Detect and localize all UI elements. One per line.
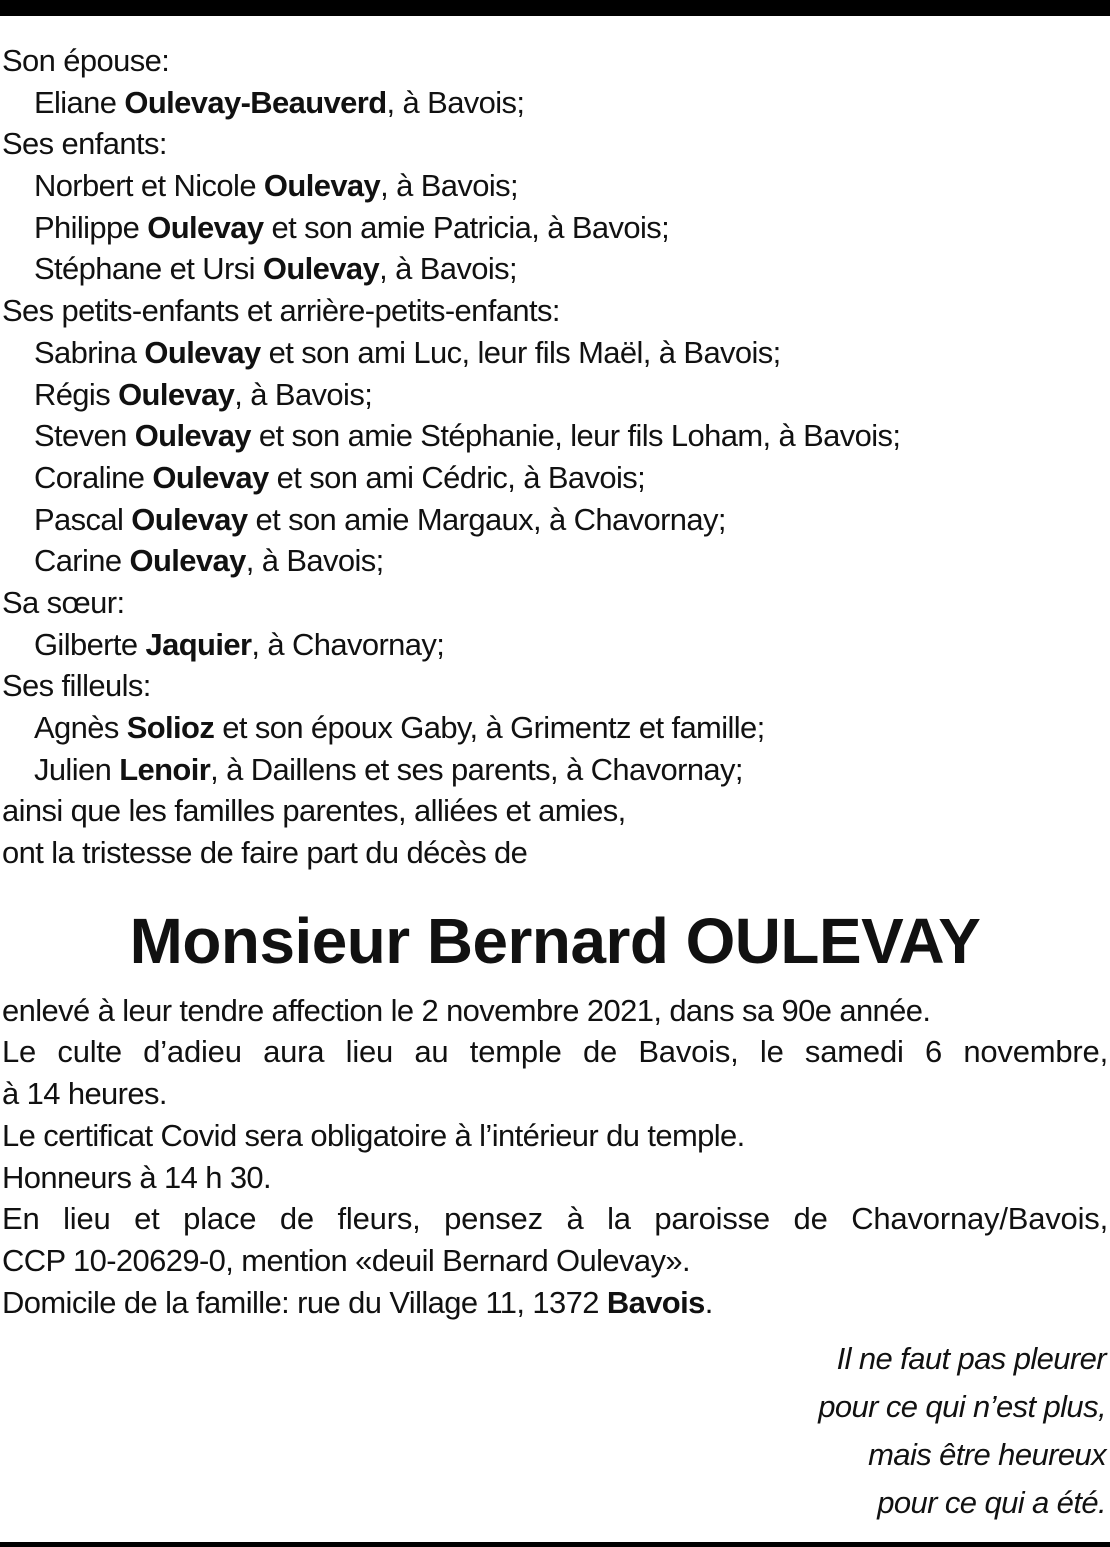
grandchild-entry: Carine Oulevay, à Bavois; <box>33 543 384 579</box>
grandchildren-heading: Ses petits-enfants et arrière-petits-enfants: <box>2 293 560 329</box>
child-entry: Stéphane et Ursi Oulevay, à Bavois; <box>33 251 517 287</box>
poem-line: pour ce qui a été. <box>877 1485 1106 1521</box>
spouse-entry: Eliane Oulevay-Beauverd, à Bavois; <box>33 84 525 120</box>
detail-line: à 14 heures. <box>2 1076 167 1112</box>
sister-heading: Sa sœur: <box>2 584 125 620</box>
detail-line: Le certificat Covid sera obligatoire à l’intérieur du temple. <box>2 1117 745 1153</box>
detail-line: enlevé à leur tendre affection le 2 novembre 2021, dans sa 90e année. <box>2 992 931 1028</box>
grandchild-entry: Pascal Oulevay et son amie Margaux, à Chavornay; <box>33 501 726 537</box>
grandchild-entry: Régis Oulevay, à Bavois; <box>33 376 373 412</box>
closing-line: ont la tristesse de faire part du décès de <box>2 835 528 871</box>
sister-entry: Gilberte Jaquier, à Chavornay; <box>33 626 445 662</box>
godchild-entry: Agnès Solioz et son époux Gaby, à Grimentz et famille; <box>33 710 765 745</box>
godchildren-heading: Ses filleuls: <box>2 668 151 704</box>
poem-line: pour ce qui n’est plus, <box>818 1389 1106 1425</box>
closing-poem <box>2 1335 1108 1527</box>
child-entry: Norbert et Nicole Oulevay, à Bavois; <box>33 168 519 204</box>
death-notice <box>2 40 1108 1527</box>
grandchild-entry: Steven Oulevay et son amie Stéphanie, leur fils Loham, à Bavois; <box>33 418 901 454</box>
grandchild-entry: Coraline Oulevay et son ami Cédric, à Bavois; <box>33 459 646 495</box>
detail-line: Le culte d’adieu aura lieu au temple de Bavois, le samedi 6 novembre, <box>2 1034 1108 1070</box>
poem-line: mais être heureux <box>868 1437 1106 1473</box>
closing-line: ainsi que les familles parentes, alliées et amies, <box>2 793 626 829</box>
detail-line: En lieu et place de fleurs, pensez à la paroisse de Chavornay/Bavois, <box>2 1201 1108 1237</box>
top-rule <box>0 0 1110 16</box>
child-entry: Philippe Oulevay et son amie Patricia, à Bavois; <box>33 209 670 245</box>
children-heading: Ses enfants: <box>2 126 167 162</box>
detail-line: CCP 10-20629-0, mention «deuil Bernard Oulevay». <box>2 1242 690 1278</box>
grandchild-entry: Sabrina Oulevay et son ami Luc, leur fils Maël, à Bavois; <box>33 334 781 370</box>
detail-line: Honneurs à 14 h 30. <box>2 1159 272 1195</box>
poem-line: Il ne faut pas pleurer <box>836 1341 1106 1377</box>
spouse-heading: Son épouse: <box>2 43 170 78</box>
family-address: Domicile de la famille: rue du Village 11, 1372 Bavois. <box>2 1284 713 1320</box>
godchild-entry: Julien Lenoir, à Daillens et ses parents, à Chavornay; <box>33 751 743 787</box>
deceased-name: Monsieur Bernard OULEVAY <box>129 904 981 977</box>
bottom-rule <box>0 1542 1110 1547</box>
